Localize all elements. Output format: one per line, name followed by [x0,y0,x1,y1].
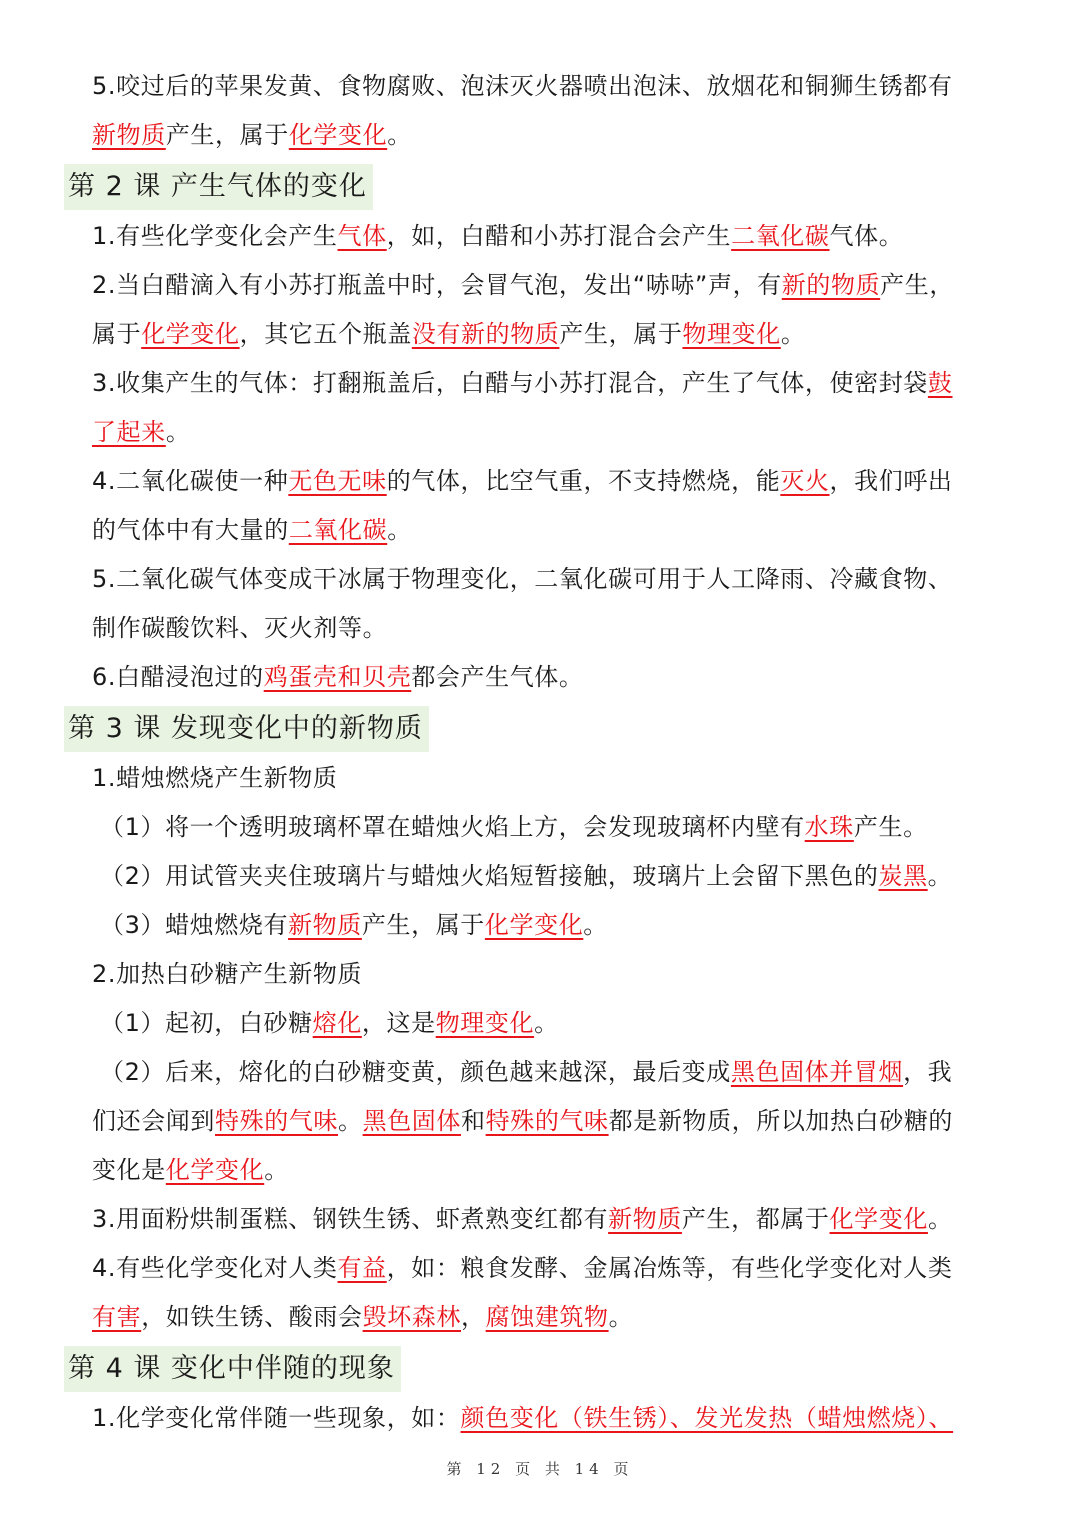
key-term: 新物质 [92,121,166,149]
key-term: 无色无味 [288,467,387,495]
text-run: 产生，属于 [165,121,289,149]
key-term: 没有新的物质 [411,320,560,348]
key-term: 新的物质 [781,271,881,299]
key-term: 物理变化 [682,320,781,348]
text-run: （2）用试管夹夹住玻璃片与蜡烛火焰短暂接触，玻璃片上会留下黑色的 [100,862,879,890]
text-run: 5.咬过后的苹果发黄、食物腐败、泡沫灭火器喷出泡沫、放烟花和铜狮生锈都有 [92,72,953,100]
text-run: 产生， [880,271,954,299]
key-term: 化学变化 [141,320,240,348]
text-run: （1）将一个透明玻璃杯罩在蜡烛火焰上方，会发现玻璃杯内壁有 [100,813,805,841]
key-term: 化学变化 [288,121,388,149]
text-run: 1.蜡烛燃烧产生新物质 [92,764,338,792]
paragraph [0,653,1080,702]
paragraph [0,359,1080,457]
text-run: 。 [264,1156,289,1184]
key-term: 颜色变化（铁生锈）、发光发热（蜡烛燃烧）、 [460,1404,954,1432]
text-run: 1.有些化学变化会产生 [92,222,338,250]
text-line [0,1048,1080,1097]
text-run: 1.化学变化常伴随一些现象，如： [92,1404,461,1432]
text-line [0,212,1080,261]
text-line [0,604,1080,653]
paragraph [0,212,1080,261]
text-run: ，如，白醋和小苏打混合会产生 [386,222,732,250]
text-run: 的气体中有大量的 [92,516,289,544]
text-line [0,1293,1080,1342]
text-run: 6.白醋浸泡过的 [92,663,264,691]
text-run: 产生。 [853,813,928,841]
text-run: 3.收集产生的气体：打翻瓶盖后，白醋与小苏打混合，产生了气体，使密封袋 [92,369,928,397]
document-body [0,62,1080,1443]
text-run: （1）起初，白砂糖 [100,1009,313,1037]
text-run: 产生，属于 [361,911,485,939]
key-term: 鼓 [927,369,953,397]
key-term: 炭黑 [878,862,928,890]
text-run: 属于 [92,320,142,348]
key-term: 水珠 [804,813,854,841]
lesson-heading-row [0,702,1080,754]
text-run: ，这是 [361,1009,436,1037]
text-run: 。 [165,418,191,446]
text-line [0,852,1080,901]
key-term: 新物质 [608,1205,682,1233]
text-line [0,457,1080,506]
text-line [0,803,1080,852]
paragraph [0,803,1080,852]
text-line [0,653,1080,702]
key-term: 二氧化碳 [731,222,830,250]
text-line [0,999,1080,1048]
text-run: 。 [387,121,412,149]
text-run: 产生，都属于 [681,1205,830,1233]
text-run: 都会产生气体。 [411,663,584,691]
text-run: ，如铁生锈、酸雨会 [141,1303,363,1331]
paragraph [0,1394,1080,1443]
text-run: 。 [338,1107,363,1135]
paragraph [0,950,1080,999]
paragraph [0,901,1080,950]
lesson-heading: 第 4 课 变化中伴随的现象 [64,1346,401,1392]
text-run: 2.当白醋滴入有小苏打瓶盖中时，会冒气泡，发出“哧哧”声，有 [92,271,782,299]
text-line [0,950,1080,999]
text-run: ，我 [903,1058,953,1086]
text-run: 气体。 [829,222,904,250]
text-run: 3.用面粉烘制蛋糕、钢铁生锈、虾煮熟变红都有 [92,1205,609,1233]
key-term: 有益 [337,1254,387,1282]
key-term: 物理变化 [435,1009,535,1037]
text-line [0,901,1080,950]
text-line [0,1244,1080,1293]
key-term: 化学变化 [165,1156,265,1184]
paragraph [0,754,1080,803]
text-run: 都是新物质，所以加热白砂糖的 [608,1107,954,1135]
text-run: ，其它五个瓶盖 [239,320,412,348]
key-term: 灭火 [780,467,830,495]
text-line [0,310,1080,359]
text-line [0,359,1080,408]
text-run: ，如：粮食发酵、金属冶炼等，有些化学变化对人类 [386,1254,953,1282]
text-run: 。 [534,1009,559,1037]
key-term: 特殊的气味 [485,1107,609,1135]
text-line [0,555,1080,604]
text-run: 。 [387,516,412,544]
text-run: 的气体，比空气重，不支持燃烧，能 [386,467,781,495]
lesson-heading: 第 3 课 发现变化中的新物质 [64,706,429,752]
text-run: 2.加热白砂糖产生新物质 [92,960,363,988]
text-line [0,1195,1080,1244]
text-run: （2）后来，熔化的白砂糖变黄，颜色越来越深，最后变成 [100,1058,731,1086]
key-term: 毁坏森林 [362,1303,462,1331]
key-term: 特殊的气味 [215,1107,338,1135]
text-line [0,1097,1080,1146]
paragraph [0,852,1080,901]
text-run: 。 [583,911,608,939]
paragraph [0,999,1080,1048]
text-line [0,111,1080,160]
key-term: 新物质 [288,911,362,939]
text-run: 。 [780,320,806,348]
text-line [0,62,1080,111]
text-run: 。 [608,1303,634,1331]
paragraph [0,261,1080,359]
paragraph [0,457,1080,555]
text-line [0,261,1080,310]
lesson-heading: 第 2 课 产生气体的变化 [64,164,373,210]
text-run: 产生，属于 [559,320,683,348]
paragraph [0,555,1080,653]
text-line [0,1146,1080,1195]
text-line [0,1394,1080,1443]
text-run: 5.二氧化碳气体变成干冰属于物理变化，二氧化碳可用于人工降雨、冷藏食物、 [92,565,953,593]
key-term: 鸡蛋壳和贝壳 [263,663,412,691]
paragraph [0,1195,1080,1244]
key-term: 黑色固体 [362,1107,462,1135]
text-run: （3）蜡烛燃烧有 [100,911,289,939]
key-term: 气体 [337,222,387,250]
paragraph [0,62,1080,160]
text-run: 变化是 [92,1156,166,1184]
text-run: ， [461,1303,486,1331]
lesson-heading-row [0,1342,1080,1394]
text-line [0,754,1080,803]
key-term: 二氧化碳 [288,516,388,544]
key-term: 熔化 [312,1009,362,1037]
text-run: 。 [927,1205,953,1233]
text-line [0,506,1080,555]
text-line [0,408,1080,457]
paragraph [0,1048,1080,1195]
key-term: 黑色固体并冒烟 [730,1058,904,1086]
lesson-heading-row [0,160,1080,212]
key-term: 了起来 [92,418,166,446]
text-run: 4.二氧化碳使一种 [92,467,289,495]
key-term: 化学变化 [829,1205,928,1233]
paragraph [0,1244,1080,1342]
text-run: 们还会闻到 [92,1107,215,1135]
text-run: 和 [461,1107,486,1135]
page-number-footer: 第 12 页 共 14 页 [446,1460,634,1478]
text-run: 制作碳酸饮料、灭火剂等。 [92,614,388,642]
key-term: 化学变化 [484,911,584,939]
key-term: 有害 [92,1303,142,1331]
key-term: 腐蚀建筑物 [485,1303,609,1331]
text-run: 4.有些化学变化对人类 [92,1254,338,1282]
text-run: ，我们呼出 [829,467,953,495]
text-run: 。 [927,862,953,890]
